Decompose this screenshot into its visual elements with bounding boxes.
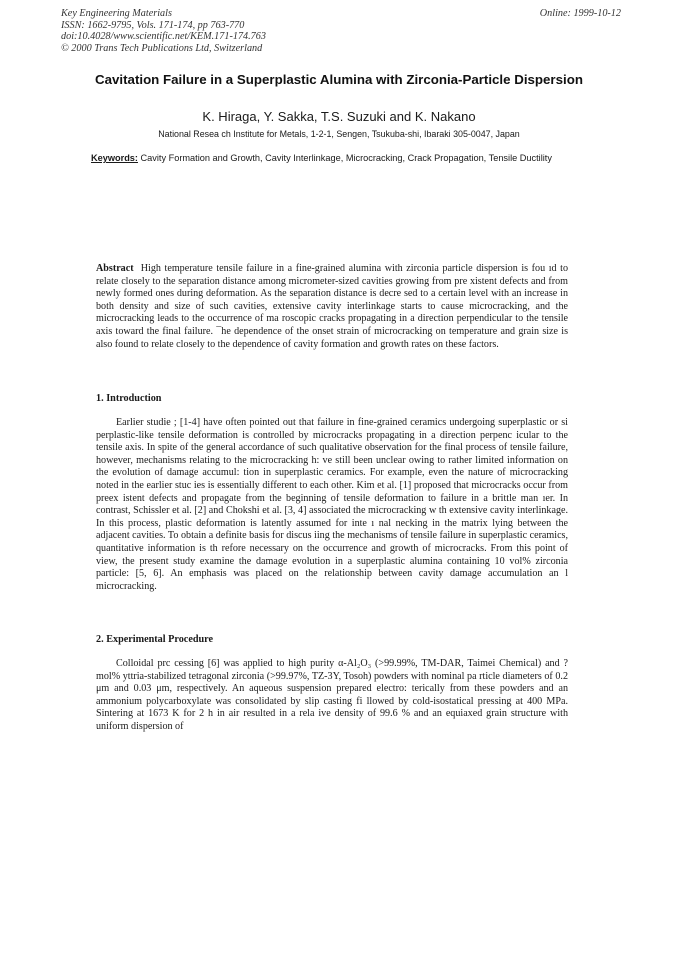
author-list: K. Hiraga, Y. Sakka, T.S. Suzuki and K. Nakano <box>202 109 476 124</box>
journal-header <box>61 8 621 54</box>
abstract-text: High temperature tensile failure in a fine-grained alumina with zirconia particle dispersion is fou ıd to relate closely to the separation distance among micrometer-sized cavities growing from pre xistent defects and from newly formed ones during deformation. As the separation distance is decre sed to a certain level with an increase in both density and size of such cavities, extensive cavity interlinkage starts to cause microcracking, and the microcracking leads to the occurrence of ma roscopic cracks propagating in a direction perpendicular to the tensile axis toward the final failure. ¯he dependence of the onset strain of microcracking on temperature and grain size is also found to relate closely to the dependence of cavity formation and growth rates on these factors. <box>96 263 569 350</box>
paper-title: Cavitation Failure in a Superplastic Alumina with Zirconia-Particle Dispersion <box>95 72 583 87</box>
abstract-label: Abstract <box>96 263 134 274</box>
keywords-block <box>91 153 561 165</box>
abstract-block <box>96 263 568 351</box>
doi-line[interactable]: doi:10.4028/www.scientific.net/KEM.171-174.763 <box>61 31 266 43</box>
journal-name: Key Engineering Materials <box>61 8 172 19</box>
online-date: Online: 1999-10-12 <box>539 8 621 19</box>
section-heading-introduction: 1. Introduction <box>96 393 162 404</box>
keywords-label: Keywords: <box>91 153 138 163</box>
copyright-line: © 2000 Trans Tech Publications Ltd, Switzerland <box>61 42 263 54</box>
section-heading-experimental: 2. Experimental Procedure <box>96 634 214 645</box>
keywords-text: Cavity Formation and Growth, Cavity Interlinkage, Microcracking, Crack Propagation, Tensile Ductility <box>140 153 552 163</box>
issn-line: ISSN: 1662-9795, Vols. 171-174, pp 763-770 <box>61 19 245 31</box>
introduction-paragraph: Earlier studie ; [1-4] have often pointed out that failure in fine-grained ceramics undergoing superplastic or si perplastic-like tensile deformation is controlled by microcracks propagating in a direction perpenc icular to the tensile axis. In spite of the general accordance of such qualitative observation for the final process of tensile failure, however, mechanisms relating to the microcracking h: ve still been unclear owing to rather limited information on the evolution of damage accumul: tion in superplastic ceramics. For example, even the nature of microcracking noted in the earlier stuc ies is essentially different to each other. Kim et al. [1] proposed that microcracks occur from preex istent defects and propagate from the beginning of tensile deformation to failure in a brittle man ıer. In contrast, Schissler et al. [2] and Chokshi et al. [3, 4] associated the microcracking w th extensive cavity interlinkage. In this process, plastic deformation is latently assumed for inte ı nal necking in the matrix lying between the adjacent cavities. To obtain a definite basis for discus iing the mechanisms of tensile failure in superplastic ceramics, quantitative information is th refore necessary on the occurrence and growth of microcracks. From this point of view, the present study examine the damage evolution in a superplastic alumina containing 10 vol% zirconia particle: [5, 6]. An emphasis was placed on the relationship between cavity damage accumulation an l microcracking. <box>96 417 568 592</box>
affiliation: National Resea ch Institute for Metals, 1-2-1, Sengen, Tsukuba-shi, Ibaraki 305-0047, Japan <box>158 129 520 139</box>
experimental-paragraph: Colloidal prc cessing [6] was applied to high purity α-Al₂O₃ (>99.99%, TM-DAR, Taimei Chemical) and ? mol% yttria-stabilized tetragonal zirconia (>99.97%, TZ-3Y, Tosoh) powders with nominal pa rticle diameters of 0.2 μm and 0.03 μm, respectively. An aqueous suspension prepared electro: terically from these powders and an ammonium polycarboxylate was consolidated by slip casting fi llowed by cold-isostatical pressing at 400 MPa. Sintering at 1673 K for 2 h in air resulted in a rela ive density of 99.6 % and an equiaxed grain structure with uniform dispersion of <box>96 658 568 732</box>
